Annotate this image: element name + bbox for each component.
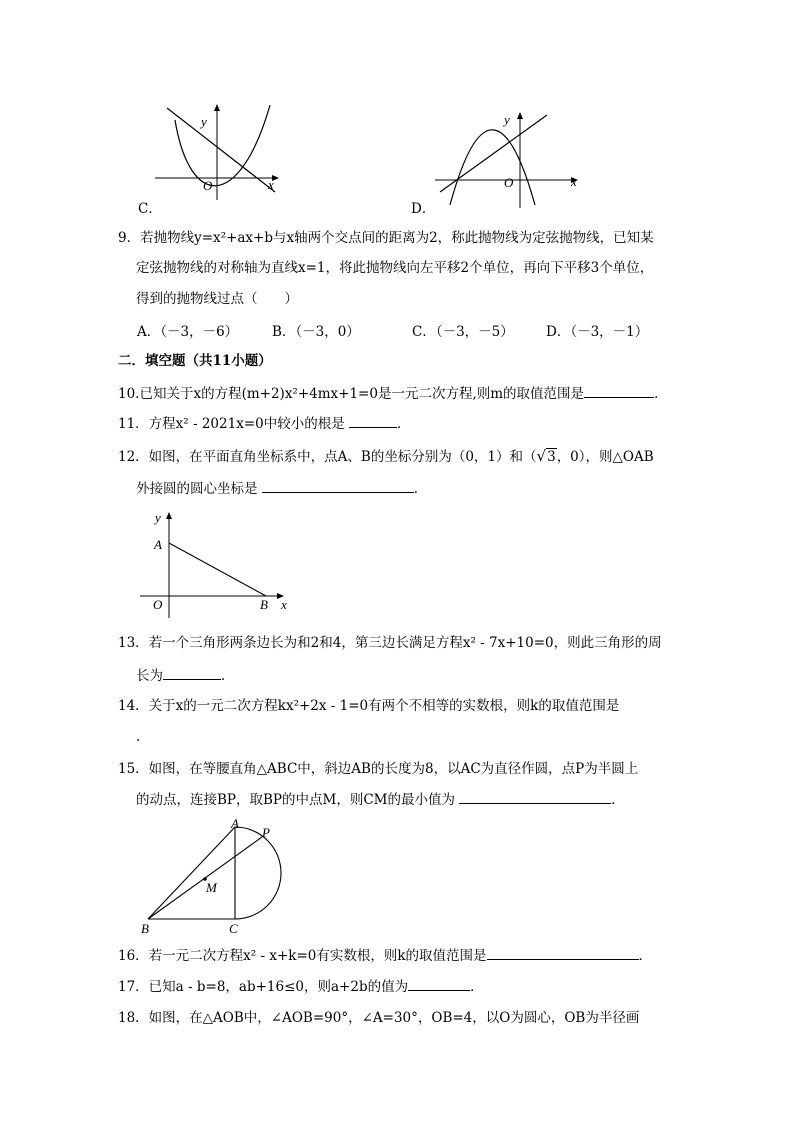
q9-option-b[interactable]: B．（－3，0） — [272, 324, 360, 340]
q12-sqrt-value: 3 — [547, 449, 556, 465]
q12-fig-x: x — [281, 597, 287, 612]
q17-text: 17．已知a - b=8，ab+16≤0，则a+2b的值为 ． — [118, 976, 484, 997]
q10-answer-blank[interactable] — [584, 383, 654, 398]
q13-answer-blank[interactable] — [163, 665, 221, 680]
q13-line2-stem: 长为 — [136, 668, 163, 684]
option-d-label: D． — [411, 201, 436, 217]
q15-answer-blank[interactable] — [459, 789, 611, 804]
q16-answer-blank[interactable] — [487, 945, 639, 960]
q15-figure — [138, 815, 298, 940]
q15-fig-B: B — [141, 921, 149, 936]
q10-text: 10.已知关于x的方程(m+2)x²+4mx+1=0是一元二次方程,则m的取值范围是 ． — [118, 383, 668, 404]
q12-fig-B: B — [260, 597, 268, 612]
q15-line2: 的动点，连接BP，取BP的中点M，则CM的最小值为 ． — [136, 789, 625, 810]
q17-answer-blank[interactable] — [408, 976, 470, 991]
q12-line1 — [118, 446, 654, 467]
graph-c-y-label: y — [201, 114, 207, 129]
section-title-fill-blank: 二．填空题（共11小题） — [118, 353, 272, 369]
q9-line3: 得到的抛物线过点（ ） — [136, 291, 298, 307]
q17-stem: 17．已知a - b=8，ab+16≤0，则a+2b的值为 — [118, 979, 409, 995]
q14-line2: . — [136, 729, 141, 745]
q15-line2-stem: 的动点，连接BP，取BP的中点M，则CM的最小值为 — [136, 792, 455, 808]
q16-text: 16．若一元二次方程x² - x+k=0有实数根，则k的取值范围是 ． — [118, 945, 652, 966]
graph-d-origin-label: O — [504, 175, 514, 190]
q11-text: 11．方程x² - 2021x=0中较小的根是 ． — [118, 413, 411, 434]
q15-line1: 15．如图，在等腰直角△ABC中，斜边AB的长度为8，以AC为直径作圆，点P为半圆上 — [118, 761, 639, 777]
q12-fig-A: A — [154, 537, 162, 552]
q15-fig-A: A — [231, 816, 239, 831]
q9-option-a[interactable]: A．（－3，－6） — [137, 324, 239, 340]
option-c-label: C． — [138, 201, 162, 217]
q12-line1-b: ，0），则△OAB — [556, 449, 654, 465]
graph-d-y-label: y — [504, 112, 510, 127]
q12-figure — [140, 508, 300, 620]
q12-fig-O: O — [153, 597, 163, 612]
graph-c-origin-label: O — [203, 178, 213, 193]
q12-sqrt: √3 — [536, 447, 556, 465]
q9-option-d[interactable]: D．（－3，－1） — [546, 324, 649, 340]
graph-option-c — [155, 100, 285, 200]
q11-stem: 11．方程x² - 2021x=0中较小的根是 — [118, 416, 345, 432]
q9-option-c[interactable]: C．（－3，－5） — [412, 324, 514, 340]
q16-stem: 16．若一元二次方程x² - x+k=0有实数根，则k的取值范围是 — [118, 948, 487, 964]
q10-stem: 10.已知关于x的方程(m+2)x²+4mx+1=0是一元二次方程,则m的取值范围是 — [118, 386, 585, 402]
q12-fig-y: y — [155, 510, 161, 525]
graph-d-x-label: x — [571, 174, 577, 189]
q9-line2: 定弦抛物线的对称轴为直线x=1，将此抛物线向左平移2个单位，再向下平移3个单位， — [136, 260, 654, 276]
graph-option-d — [435, 110, 585, 210]
q13-line2: 长为 ． — [136, 665, 235, 686]
q18-line1: 18．如图，在△AOB中，∠AOB=90°，∠A=30°，OB=4，以O为圆心，OB为半径画 — [118, 1010, 640, 1026]
q13-line1: 13．若一个三角形两条边长为和2和4，第三边长满足方程x² - 7x+10=0，则此三角形的周 — [118, 635, 662, 651]
q14-line1: 14．关于x的一元二次方程kx²+2x - 1=0有两个不相等的实数根，则k的取值范围是 — [118, 698, 620, 714]
q9-line1: 9．若抛物线y=x²+ax+b与x轴两个交点间的距离为2，称此抛物线为定弦抛物线，已知某 — [118, 230, 654, 246]
q15-fig-P: P — [262, 825, 270, 840]
q12-line2: 外接圆的圆心坐标是 ． — [136, 478, 427, 499]
graph-c-x-label: x — [268, 177, 274, 192]
q15-fig-C: C — [229, 921, 238, 936]
q12-answer-blank[interactable] — [262, 478, 414, 493]
q12-line2-stem: 外接圆的圆心坐标是 — [136, 481, 258, 497]
q12-line1-a: 12．如图，在平面直角坐标系中，点A、B的坐标分别为（0，1）和（ — [118, 449, 537, 465]
q11-answer-blank[interactable] — [349, 413, 397, 428]
q15-fig-M: M — [206, 880, 217, 895]
